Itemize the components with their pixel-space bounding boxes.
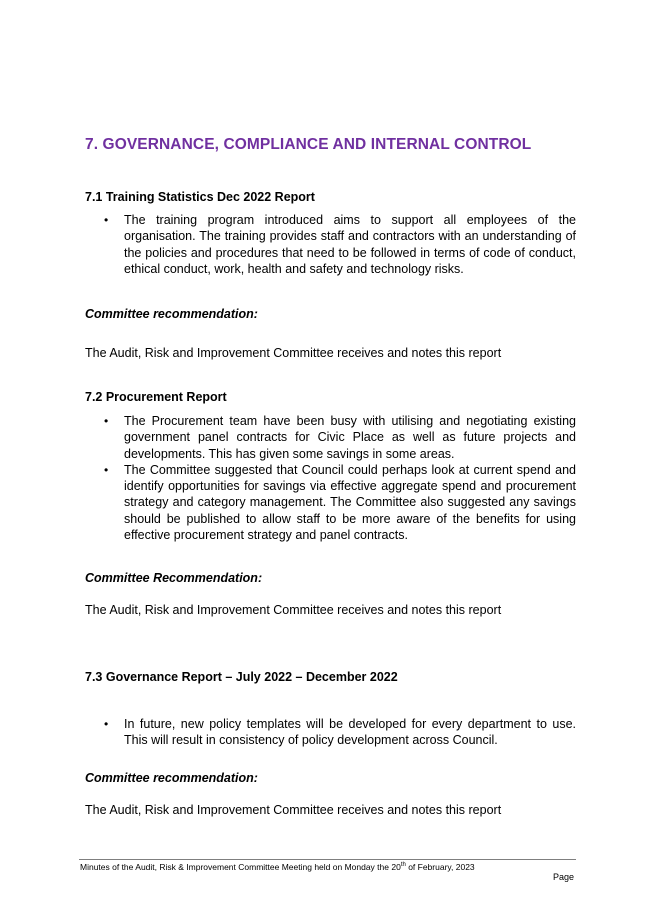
bullet-dot: • (104, 414, 109, 428)
bullet-item (85, 716, 576, 749)
bullet-text: The Procurement team have been busy with utilising and negotiating existing government panel contracts for Civic Place as well as future projects and developments. This has given some savings in some areas. (124, 414, 576, 461)
footer-text (80, 862, 475, 872)
item-7-3-bullets (85, 716, 576, 749)
bullet-item (85, 413, 576, 462)
item-7-2-heading: 7.2 Procurement Report (85, 390, 227, 404)
bullet-text: In future, new policy templates will be developed for every department to use. This will result in consistency of policy development across Council. (124, 717, 576, 748)
item-7-1-heading: 7.1 Training Statistics Dec 2022 Report (85, 190, 315, 204)
bullet-item (85, 462, 576, 543)
item-7-2-bullets (85, 413, 576, 543)
bullet-text: The Committee suggested that Council could perhaps look at current spend and identify opportunities for savings via effective aggregate spend and procurement strategy and category management. The Committee also suggested any savings should be published to allow staff to be more aware of the benefits for using effective procurement strategy and panel contracts. (124, 462, 576, 543)
section-heading: 7. GOVERNANCE, COMPLIANCE AND INTERNAL CONTROL (85, 136, 532, 153)
bullet-text: The training program introduced aims to support all employees of the organisation. The training provides staff and contractors with an understanding of the policies and procedures that need to be followed in terms of code of conduct, ethical conduct, work, health and safety and technology risks. (124, 213, 576, 276)
page-label: Page (553, 872, 575, 882)
bullet-dot: • (104, 213, 109, 227)
footer-text-main: Minutes of the Audit, Risk & Improvement Committee Meeting held on Monday the 20 (80, 862, 401, 872)
item-7-2-recommendation-label: Committee Recommendation: (85, 571, 263, 585)
item-7-1-recommendation-text: The Audit, Risk and Improvement Committee receives and notes this report (85, 346, 502, 360)
bullet-dot: • (104, 462, 109, 477)
footer-divider (79, 859, 576, 860)
item-7-3-heading: 7.3 Governance Report – July 2022 – December 2022 (85, 670, 398, 684)
footer-text-end: of February, 2023 (405, 862, 475, 872)
item-7-2-recommendation-text: The Audit, Risk and Improvement Committee receives and notes this report (85, 603, 502, 617)
item-7-3-recommendation-label: Committee recommendation: (85, 771, 258, 785)
bullet-dot: • (104, 717, 109, 731)
item-7-3-recommendation-text: The Audit, Risk and Improvement Committee receives and notes this report (85, 803, 502, 817)
footer-superscript: th (400, 862, 406, 869)
bullet-item (85, 212, 576, 277)
item-7-1-recommendation-label: Committee recommendation: (85, 307, 258, 321)
item-7-1-bullets (85, 212, 576, 277)
